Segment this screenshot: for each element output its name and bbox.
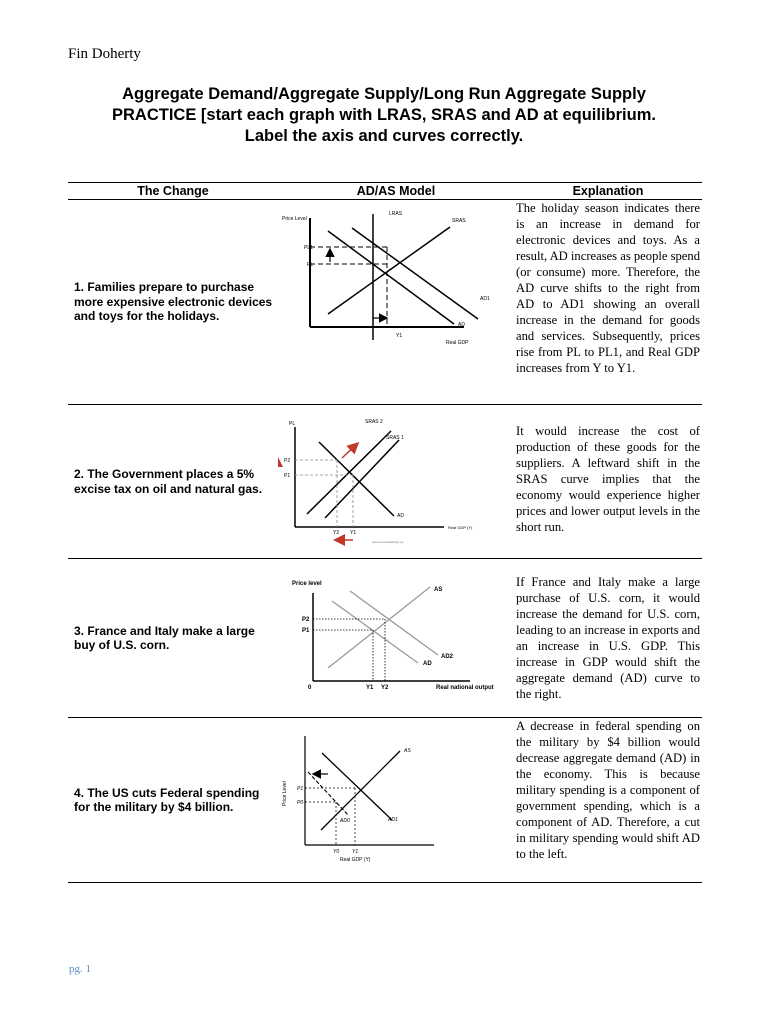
table-row <box>68 559 702 718</box>
p1-label: P1 <box>302 628 310 634</box>
page-title <box>60 84 708 147</box>
ad1-line <box>352 228 478 319</box>
explanation-cell <box>514 405 702 559</box>
p1-label: P1 <box>284 473 291 479</box>
change-cell <box>68 559 278 718</box>
change-text: 4. The US cuts Federal spending for the military by $4 billion. <box>74 785 260 814</box>
pl1-label: PL1 <box>304 245 313 251</box>
explanation-cell <box>514 200 702 405</box>
y1-label: Y1 <box>350 530 357 536</box>
y1-label: Y1 <box>396 333 403 339</box>
change-text: 2. The Government places a 5% excise tax on oil and natural gas. <box>74 467 263 496</box>
y-axis-label: Price Level <box>282 781 288 806</box>
ad-label: AD <box>423 661 432 667</box>
ad0-label: AD0 <box>340 818 350 824</box>
graph-3 <box>278 559 514 717</box>
graph-4 <box>278 718 514 882</box>
title-line-3: Label the axis and curves correctly. <box>244 127 524 145</box>
title-line-2: PRACTICE [start each graph with LRAS, SRAS and AD at equilibrium. <box>112 106 656 124</box>
model-cell <box>278 405 514 559</box>
x-axis-label: Real GDP (Y) <box>340 857 371 863</box>
title-line-1: Aggregate Demand/Aggregate Supply/Long Run Aggregate Supply <box>122 85 646 103</box>
ad-label: AD <box>397 513 404 519</box>
x-axis-label: Real GDP (Y) <box>448 525 473 530</box>
x-axis-label: Real GDP <box>446 340 469 346</box>
p2-label: P2 <box>284 458 291 464</box>
table-row <box>68 718 702 883</box>
y0-label: Y0 <box>333 849 340 855</box>
p2-label: P2 <box>302 617 310 623</box>
x-axis-label: Real national output <box>436 685 494 691</box>
explanation-text: It would increase the cost of production of these goods for the suppliers. A leftward shift in the SRAS curve implies that the economy would experience higher prices and lower output levels in the short run. <box>516 424 700 534</box>
change-cell <box>68 405 278 559</box>
sras1-label: SRAS 1 <box>386 435 404 441</box>
header-explanation: Explanation <box>514 183 702 200</box>
ad1-line <box>322 753 392 820</box>
explanation-cell <box>514 559 702 718</box>
table-row <box>68 200 702 405</box>
as-label: AS <box>404 748 411 754</box>
ad0-line <box>308 772 349 816</box>
y2-label: Y2 <box>333 530 340 536</box>
as-label: AS <box>434 587 443 593</box>
as-line <box>328 587 430 668</box>
sras-label: SRAS <box>452 218 466 224</box>
y-axis-label: Price level <box>292 581 322 587</box>
ad2-label: AD2 <box>441 654 454 660</box>
ad1-label: AD1 <box>388 817 398 823</box>
p1-label: P1 <box>297 786 304 792</box>
y1-label: Y1 <box>352 849 359 855</box>
source-watermark: www.econclassblog.org <box>372 540 404 544</box>
explanation-text: If France and Italy make a large purchase of U.S. corn, it would increase the demand for U.S. corn, leading to an increase in exports and an increase in U.S. GDP. This increase in GDP would shift the aggregate demand (AD) curve to the right. <box>516 575 700 701</box>
author-name: Fin Doherty <box>68 46 141 62</box>
p0-label: P0 <box>297 800 304 806</box>
ad-line <box>332 601 418 663</box>
lras-label: LRAS <box>389 211 403 217</box>
explanation-text: A decrease in federal spending on the military by $4 billion would decrease aggregate demand (AD) in the economy. This is because military spending is a component of government spending, which is a component of AD. Therefore, a cut in military spending would shift AD to the left. <box>516 719 700 861</box>
table-header-row <box>68 183 702 200</box>
ad-line <box>328 231 454 324</box>
sras1-line <box>325 440 399 518</box>
change-cell <box>68 200 278 405</box>
page-number: pg. 1 <box>69 963 91 975</box>
explanation-cell <box>514 718 702 883</box>
model-cell <box>278 718 514 883</box>
explanation-text: The holiday season indicates there is an increase in demand for electronic devices and toys. As a result, AD increases as people spend (or consume) more. Therefore, the AD curve shifts to the right from AD to AD1 showing an overall increase in the demand for goods and services. Subsequently, prices rise from PL to PL1, and Real GDP increases from Y to Y1. <box>516 201 700 375</box>
model-cell <box>278 200 514 405</box>
ad-label: AD <box>458 322 465 328</box>
y-axis-label: PL <box>289 421 296 427</box>
change-text: 1. Families prepare to purchase more expensive electronic devices and toys for the holidays. <box>74 280 273 324</box>
graph-2 <box>278 405 514 558</box>
ad1-label: AD1 <box>480 296 490 302</box>
y2-label: Y2 <box>381 685 389 691</box>
shift-arrow <box>342 444 357 458</box>
sras-line <box>328 227 450 314</box>
ad-line <box>319 442 394 516</box>
adas-table <box>68 182 702 883</box>
table-row <box>68 405 702 559</box>
model-cell <box>278 559 514 718</box>
pl-label: PL <box>307 262 314 268</box>
header-change: The Change <box>68 183 278 200</box>
sras2-label: SRAS 2 <box>365 419 383 425</box>
y-axis-label: Price Level <box>282 216 307 222</box>
y1-label: Y1 <box>366 685 374 691</box>
graph-1 <box>278 200 514 404</box>
origin-label: 0 <box>308 685 312 691</box>
change-cell <box>68 718 278 883</box>
header-model: AD/AS Model <box>278 183 514 200</box>
change-text: 3. France and Italy make a large buy of U.S. corn. <box>74 623 255 652</box>
